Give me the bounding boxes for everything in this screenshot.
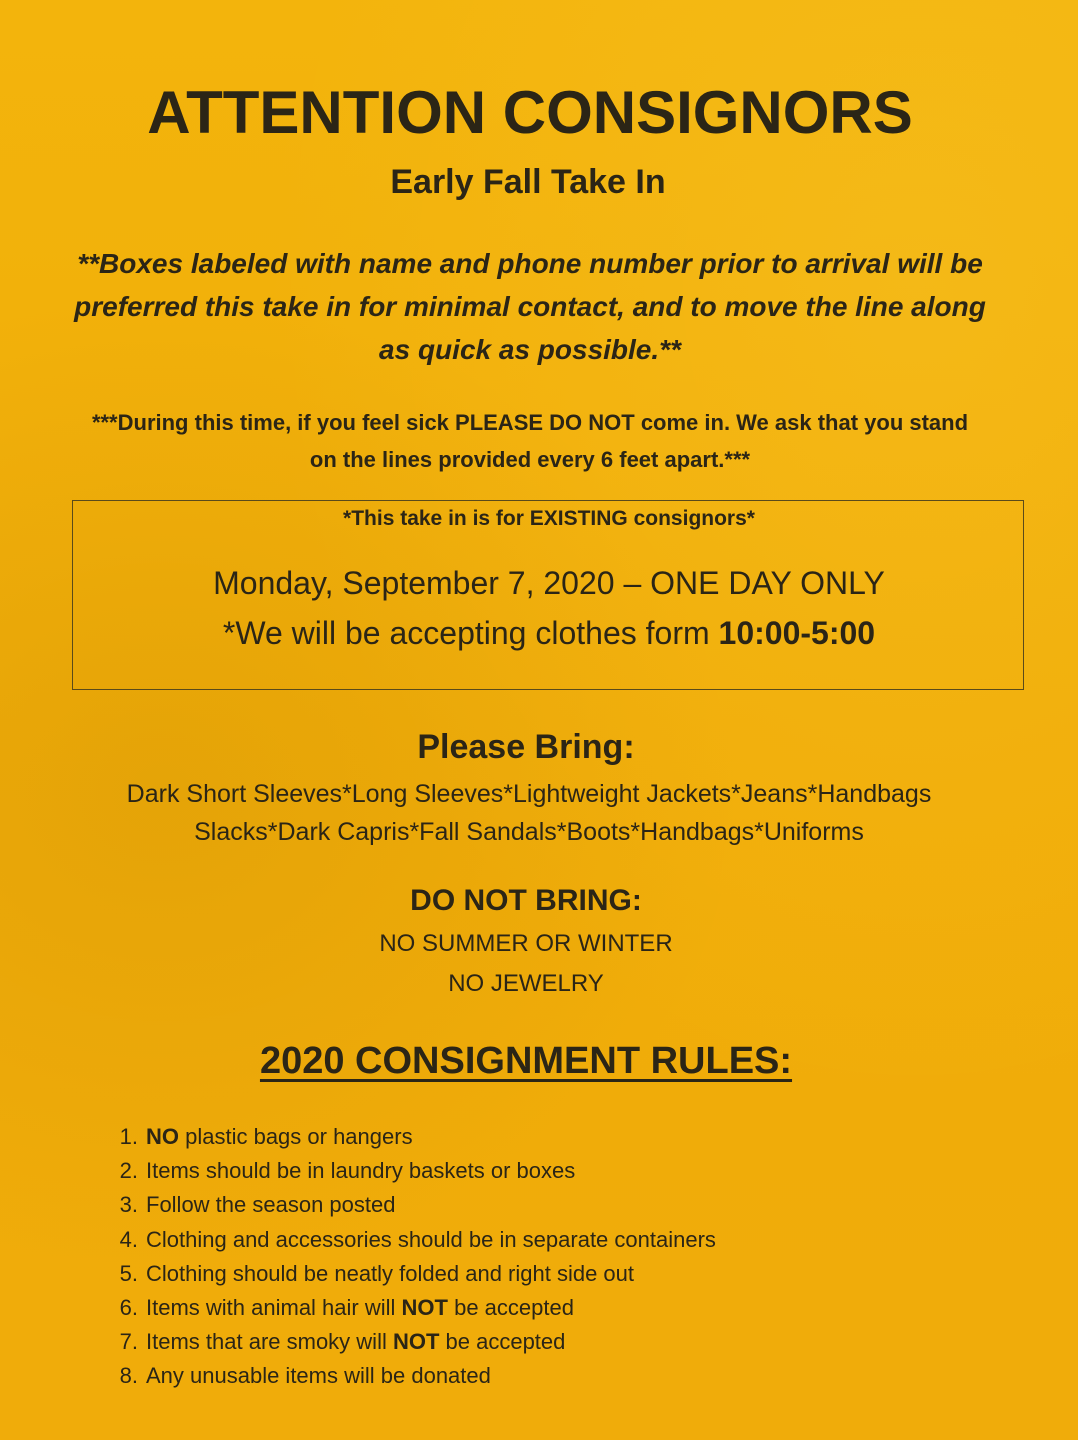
take-in-info-box	[72, 500, 1024, 690]
flyer-title: ATTENTION CONSIGNORS	[147, 79, 913, 146]
rule-text: Items that are smoky will	[146, 1329, 393, 1355]
rule-emphasis: NOT	[401, 1294, 448, 1320]
rule-item	[100, 1120, 860, 1154]
rule-item	[100, 1291, 860, 1325]
rules-list	[100, 1120, 860, 1394]
rules-heading: 2020 CONSIGNMENT RULES:	[259, 1040, 793, 1082]
take-in-date: Monday, September 7, 2020 – ONE DAY ONLY	[213, 565, 885, 601]
existing-consignors-note: *This take in is for EXISTING consignors*	[343, 507, 755, 530]
rule-text: Follow the season posted	[146, 1192, 396, 1218]
rule-text: Clothing and accessories should be in separate containers	[146, 1226, 716, 1252]
box-label-note: **Boxes labeled with name and phone number prior to arrival will be preferred this take in for minimal contact, and to move the line along as quick as possible.**	[74, 248, 986, 365]
rule-text-end: plastic bags or hangers	[179, 1124, 413, 1149]
rule-item	[100, 1359, 860, 1393]
rule-text: Any unusable items will be donated	[146, 1363, 491, 1389]
rule-number: 2.	[119, 1158, 138, 1184]
do-not-bring-heading: DO NOT BRING:	[410, 884, 642, 917]
rule-text-end: be accepted	[447, 1294, 574, 1320]
rule-number: 7.	[119, 1329, 138, 1355]
rule-text: Clothing should be neatly folded and right side out	[146, 1260, 635, 1286]
rule-emphasis: NOT	[392, 1329, 440, 1355]
rule-item	[100, 1223, 860, 1257]
please-bring-line-1: Dark Short Sleeves*Long Sleeves*Lightweight Jackets*Jeans*Handbags	[126, 780, 932, 808]
rule-item	[100, 1188, 860, 1222]
take-in-hours	[73, 615, 1025, 652]
rule-number: 3.	[119, 1192, 138, 1218]
rule-number: 4.	[119, 1226, 138, 1252]
rule-item	[100, 1257, 860, 1291]
rule-item	[100, 1154, 860, 1188]
rule-number: 6.	[119, 1294, 138, 1320]
please-bring-line-2: Slacks*Dark Capris*Fall Sandals*Boots*Handbags*Uniforms	[194, 818, 864, 846]
flyer-subtitle: Early Fall Take In	[390, 163, 666, 201]
rule-emphasis: NO	[146, 1124, 179, 1149]
rule-item	[100, 1325, 860, 1359]
sick-warning: ***During this time, if you feel sick PLEASE DO NOT come in. We ask that you stand on the lines provided every 6 feet apart.***	[91, 410, 969, 472]
hours-time: 10:00-5:00	[718, 615, 876, 651]
rule-text-end: be accepted	[439, 1329, 566, 1355]
do-not-bring-line-2: NO JEWELRY	[448, 970, 604, 997]
rule-text: Items should be in laundry baskets or boxes	[146, 1158, 576, 1184]
rule-number: 8.	[119, 1363, 138, 1389]
rule-number: 1.	[119, 1124, 138, 1149]
rule-number: 5.	[119, 1260, 138, 1286]
rule-text: Items with animal hair will	[146, 1294, 402, 1320]
do-not-bring-line-1: NO SUMMER OR WINTER	[379, 930, 673, 957]
please-bring-heading: Please Bring:	[417, 728, 635, 766]
hours-prefix: *We will be accepting clothes form	[222, 615, 719, 651]
